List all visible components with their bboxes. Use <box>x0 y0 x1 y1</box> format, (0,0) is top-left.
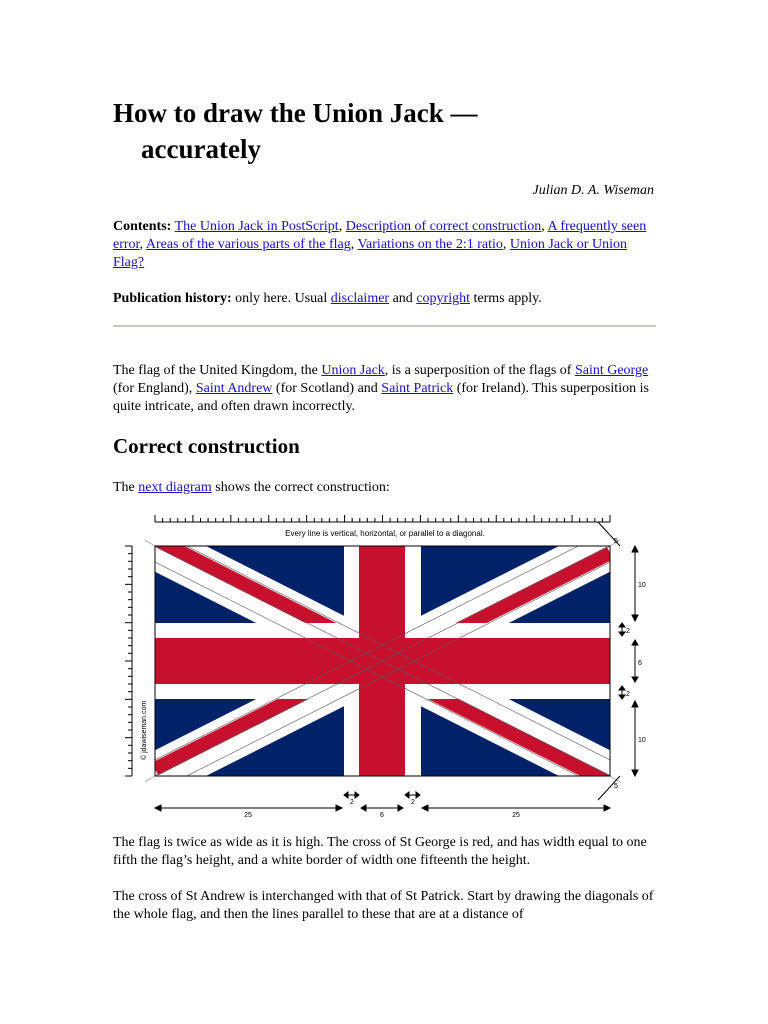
dim-right-bottom: 10 <box>638 737 646 744</box>
publication-label: Publication history: <box>113 291 232 306</box>
left-ruler <box>125 546 132 776</box>
link-frequent-error[interactable]: A frequently seen error <box>113 219 647 252</box>
link-postscript[interactable]: The Union Jack in PostScript <box>174 219 339 234</box>
contents-paragraph: Contents: The Union Jack in PostScript, Description of correct construction, A frequently seen error, Areas of the various parts of the flag, Variations on the 2:1 ratio, Union Jack or Union Flag? <box>113 219 647 270</box>
diagram-caption: Every line is vertical, horizontal, or parallel to a diagonal. <box>285 529 485 538</box>
section-heading: Correct construction <box>113 434 300 458</box>
intro-text-2: , is a superposition of the flags of <box>384 363 575 378</box>
link-disclaimer[interactable]: disclaimer <box>330 291 390 306</box>
title-line-2: accurately <box>141 134 261 164</box>
page-title <box>113 95 658 167</box>
contents-label: Contents: <box>113 219 172 234</box>
dim-right-top-border: 5 <box>614 538 618 545</box>
publication-text-1: only here. Usual <box>231 291 331 306</box>
intro-text-4: (for Scotland) and <box>272 381 382 396</box>
flag <box>155 530 610 792</box>
link-union-flag[interactable]: Union Jack or Union Flag? <box>113 237 627 270</box>
dim-right-bottom-border: 5 <box>614 783 618 790</box>
intro-text-3: (for England), <box>113 381 196 396</box>
bottom-dimension-labels <box>244 799 520 819</box>
link-next-diagram[interactable]: next diagram <box>138 480 212 495</box>
dim-bottom-centre: 6 <box>380 812 384 819</box>
dim-right-centre: 6 <box>638 660 642 667</box>
link-areas[interactable]: Areas of the various parts of the flag <box>145 237 351 252</box>
link-variations[interactable]: Variations on the 2:1 ratio <box>357 237 503 252</box>
paragraph-st-george: The flag is twice as wide as it is high. The cross of St George is red, and has width equal to one fifth the flag’s height, and a white border of width one fifteenth the height. <box>113 835 647 868</box>
dim-right-upper-white: 2 <box>626 628 630 635</box>
horizontal-divider <box>113 325 656 327</box>
link-union-jack[interactable]: Union Jack <box>321 363 385 378</box>
link-construction[interactable]: Description of correct construction <box>345 219 542 234</box>
union-jack-diagram <box>120 510 650 822</box>
publication-paragraph <box>113 290 658 308</box>
publication-text-2: and <box>389 291 417 306</box>
title-line-1: How to draw the Union Jack — <box>113 98 478 128</box>
diagram-intro-text-1: The <box>113 480 139 495</box>
dim-bottom-left-border: 2 <box>350 799 354 806</box>
top-ruler <box>155 515 610 522</box>
right-dimension-labels <box>614 538 646 790</box>
author-name: Julian D. A. Wiseman <box>532 183 654 198</box>
dim-right-lower-white: 2 <box>626 691 630 698</box>
dim-bottom-right-border: 2 <box>411 799 415 806</box>
union-jack-diagram-svg <box>120 510 650 822</box>
bottom-dimensions <box>155 792 610 811</box>
dim-bottom-left: 25 <box>244 812 252 819</box>
link-saint-andrew[interactable]: Saint Andrew <box>195 381 273 396</box>
link-saint-patrick[interactable]: Saint Patrick <box>381 381 454 396</box>
diagram-intro-text-2: shows the correct construction: <box>211 480 390 495</box>
diagram-intro-paragraph <box>113 479 658 497</box>
link-saint-george[interactable]: Saint George <box>574 363 649 378</box>
dim-right-top: 10 <box>638 582 646 589</box>
diagram-watermark: © jdawiseman.com <box>141 700 148 760</box>
paragraph-st-andrew: The cross of St Andrew is interchanged with that of St Patrick. Start by drawing the diagonals of the whole flag, and then the lines parallel to these that are at a distance of <box>113 889 654 922</box>
dim-bottom-right: 25 <box>512 812 520 819</box>
intro-text-5: (for Ireland). This superposition is quite intricate, and often drawn incorrectly. <box>113 381 649 414</box>
intro-paragraph <box>113 362 658 416</box>
link-copyright[interactable]: copyright <box>416 291 470 306</box>
publication-text-3: terms apply. <box>469 291 542 306</box>
intro-text-1: The flag of the United Kingdom, the <box>113 363 322 378</box>
